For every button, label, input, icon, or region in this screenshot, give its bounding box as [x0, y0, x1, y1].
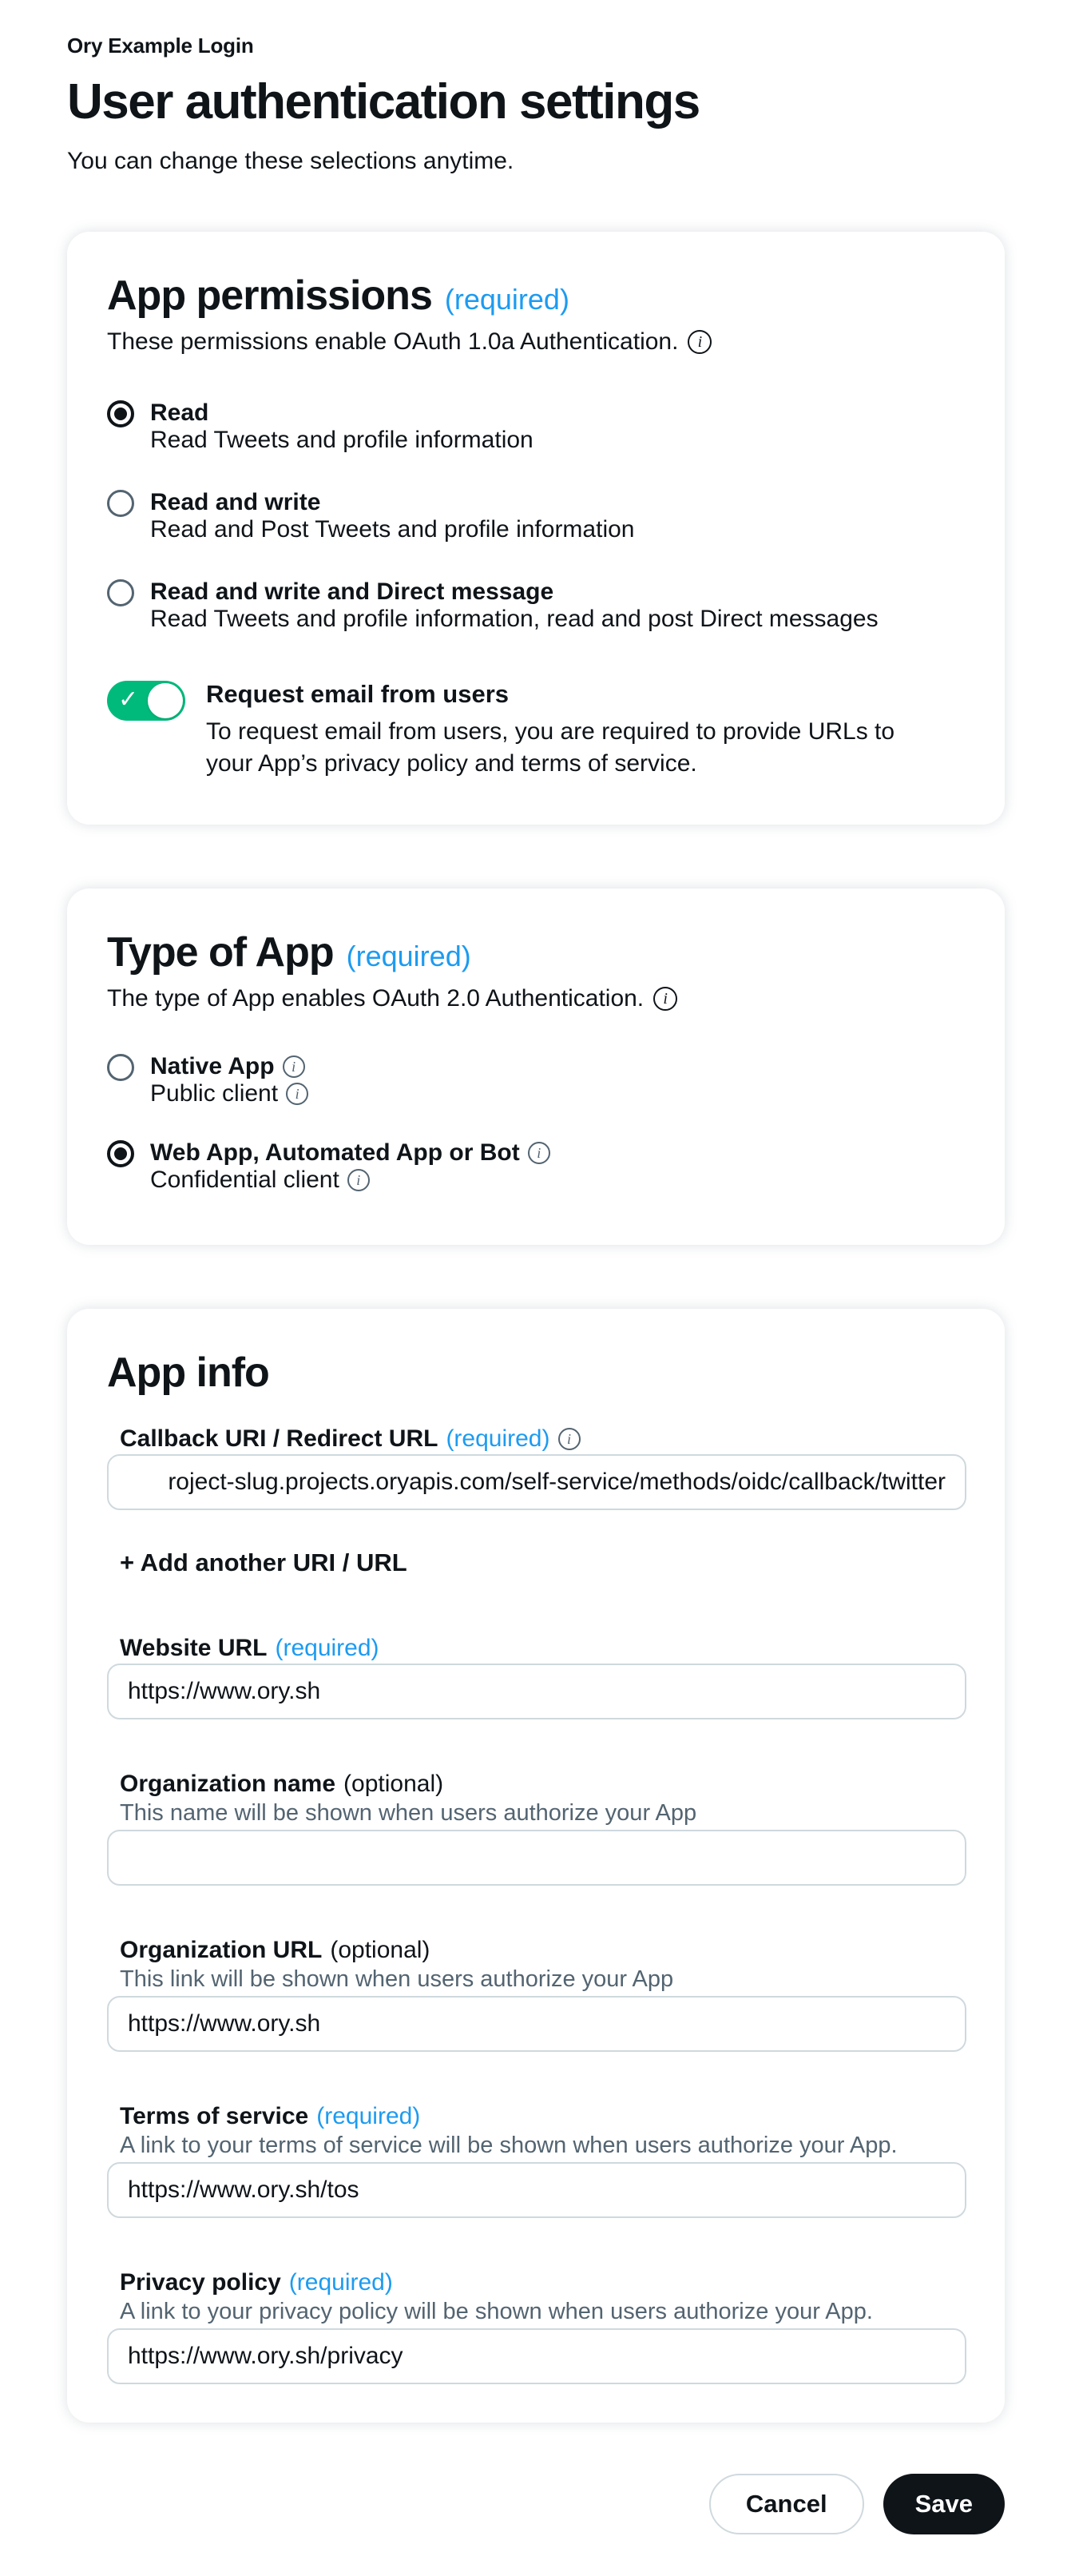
optional-badge: (optional)	[343, 1771, 444, 1797]
radio-description: Read Tweets and profile information, read and post Direct messages	[150, 606, 879, 632]
app-info-card	[67, 1309, 1005, 2423]
info-icon[interactable]: i	[558, 1428, 581, 1450]
app-permissions-card	[67, 232, 1005, 825]
organization-name-description: This name will be shown when users authorize your App	[120, 1800, 697, 1826]
type-of-app-description: The type of App enables OAuth 2.0 Authentication.	[107, 985, 645, 1012]
permissions-radio-group	[107, 400, 965, 633]
required-badge: (required)	[288, 2269, 393, 2296]
app-permissions-description: These permissions enable OAuth 1.0a Authentication.	[107, 328, 679, 355]
callback-url-input[interactable]	[107, 1454, 966, 1510]
radio-unselected-icon	[107, 1054, 134, 1081]
check-icon: ✓	[118, 686, 139, 713]
privacy-policy-label: Privacy policy	[120, 2269, 281, 2296]
type-of-app-card	[67, 888, 1005, 1245]
website-url-input[interactable]	[107, 1664, 966, 1719]
radio-unselected-icon	[107, 579, 134, 606]
terms-of-service-label: Terms of service	[120, 2103, 309, 2129]
save-button[interactable]: Save	[883, 2474, 1005, 2534]
privacy-policy-field	[107, 2269, 965, 2384]
type-option-web-app[interactable]	[107, 1139, 965, 1194]
footer-actions	[67, 2474, 1005, 2534]
page-subtitle: You can change these selections anytime.	[67, 148, 514, 174]
info-icon[interactable]: i	[347, 1169, 370, 1191]
radio-unselected-icon	[107, 490, 134, 517]
optional-badge: (optional)	[330, 1937, 430, 1963]
organization-url-input[interactable]	[107, 1996, 966, 2052]
terms-of-service-description: A link to your terms of service will be shown when users authorize your App.	[120, 2133, 898, 2158]
info-icon[interactable]: i	[283, 1055, 305, 1078]
info-icon[interactable]: i	[688, 330, 712, 354]
page-container	[67, 34, 1005, 2534]
required-badge: (required)	[446, 1425, 550, 1452]
terms-of-service-input[interactable]	[107, 2162, 966, 2218]
required-badge: (required)	[275, 1635, 379, 1661]
organization-name-input[interactable]	[107, 1830, 966, 1886]
type-radio-group	[107, 1053, 965, 1194]
app-permissions-title: App permissions	[107, 272, 432, 319]
type-option-native-app[interactable]	[107, 1053, 965, 1107]
radio-label: Web App, Automated App or Bot	[150, 1139, 520, 1166]
radio-description: Read Tweets and profile information	[150, 427, 534, 453]
request-email-description: To request email from users, you are required to provide URLs to your App’s privacy policy and terms of service.	[206, 718, 895, 777]
info-icon[interactable]: i	[528, 1142, 550, 1164]
radio-label: Read and write	[150, 489, 321, 515]
organization-url-label: Organization URL	[120, 1937, 323, 1963]
radio-label: Read and write and Direct message	[150, 578, 554, 605]
organization-name-label: Organization name	[120, 1771, 336, 1797]
organization-url-field	[107, 1937, 965, 2052]
organization-url-description: This link will be shown when users authorize your App	[120, 1966, 674, 1992]
radio-description: Confidential client	[150, 1167, 339, 1193]
radio-label: Native App	[150, 1053, 275, 1079]
required-badge: (required)	[316, 2103, 421, 2129]
radio-description: Read and Post Tweets and profile information	[150, 516, 635, 543]
privacy-policy-input[interactable]	[107, 2328, 966, 2384]
app-name: Ory Example Login	[67, 34, 254, 58]
page-title: User authentication settings	[67, 74, 700, 129]
terms-of-service-field	[107, 2103, 965, 2218]
privacy-policy-description: A link to your privacy policy will be shown when users authorize your App.	[120, 2299, 873, 2324]
callback-url-label: Callback URI / Redirect URL	[120, 1425, 438, 1452]
required-badge: (required)	[346, 940, 471, 972]
website-url-field	[107, 1635, 965, 1719]
website-url-label: Website URL	[120, 1635, 268, 1661]
radio-description: Public client	[150, 1080, 279, 1107]
cancel-button[interactable]: Cancel	[709, 2474, 864, 2534]
add-url-button[interactable]: + Add another URI / URL	[107, 1548, 407, 1577]
organization-name-field	[107, 1771, 965, 1886]
permission-option-read[interactable]	[107, 400, 965, 454]
type-of-app-title: Type of App	[107, 929, 334, 976]
radio-selected-icon	[107, 400, 134, 427]
permission-option-read-write-dm[interactable]	[107, 578, 965, 633]
required-badge: (required)	[444, 283, 569, 316]
app-info-title: App info	[107, 1350, 269, 1396]
info-icon[interactable]: i	[653, 987, 677, 1011]
callback-url-field	[107, 1425, 965, 1510]
radio-label: Read	[150, 400, 209, 426]
radio-selected-icon	[107, 1140, 134, 1167]
request-email-label: Request email from users	[206, 680, 510, 708]
request-email-toggle[interactable]	[107, 681, 185, 721]
toggle-knob	[148, 683, 183, 718]
permission-option-read-write[interactable]	[107, 489, 965, 543]
info-icon[interactable]: i	[286, 1083, 308, 1105]
